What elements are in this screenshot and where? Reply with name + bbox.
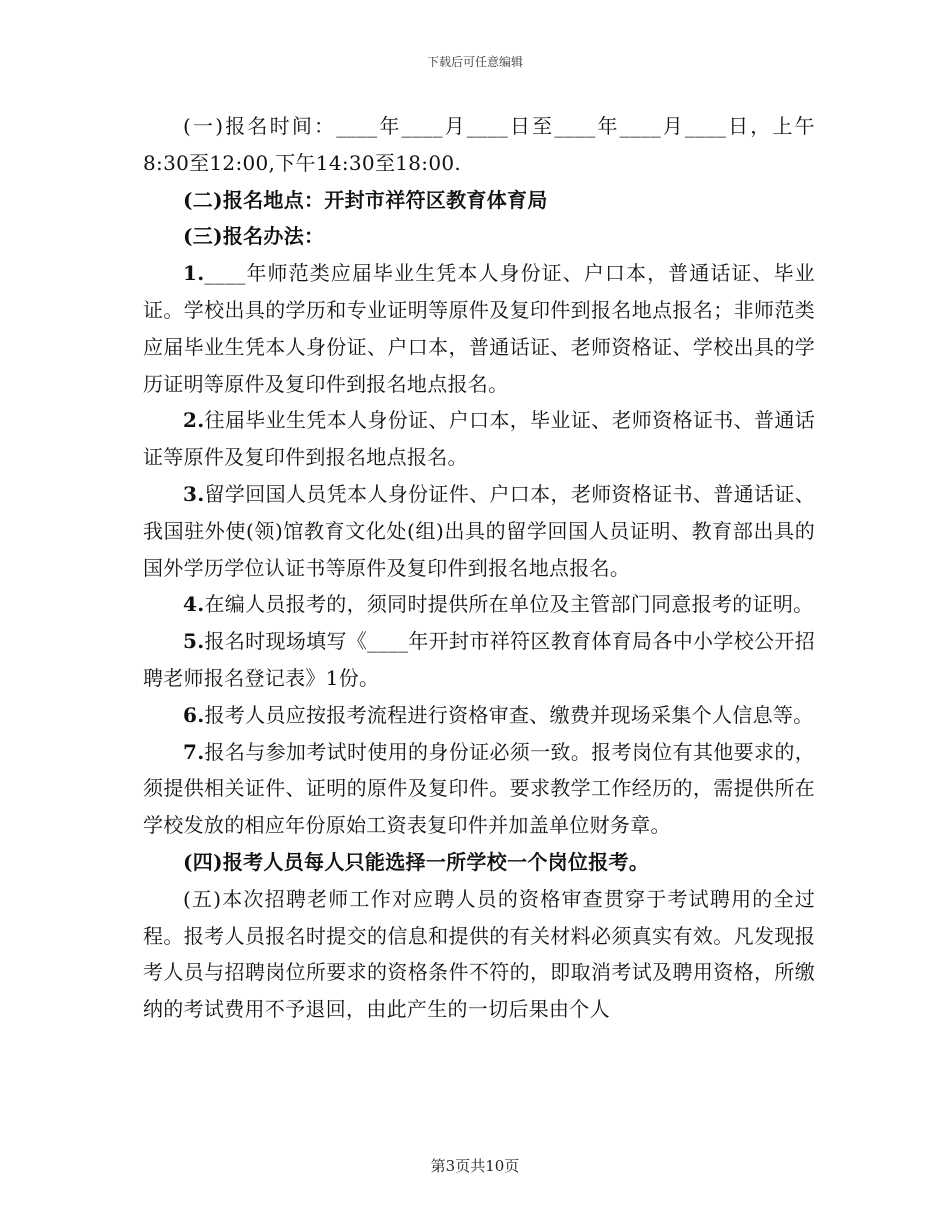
item-number: 1. <box>183 261 205 286</box>
item-number: 7. <box>183 739 205 764</box>
item-text: 报考人员应按报考流程进行资格审查、缴费并现场采集个人信息等。 <box>204 702 814 727</box>
item-text: 报名时现场填写《____年开封市祥符区教育体育局各中小学校公开招聘老师报名登记表》1份。 <box>143 629 815 690</box>
item-number: 4. <box>183 592 205 617</box>
registration-time-paragraph: (一)报名时间：____年____月____日至____年____月____日，上午8:30至12:00,下午14:30至18:00. <box>143 114 815 175</box>
method-item-1 <box>143 255 815 402</box>
item-number: 6. <box>183 702 205 727</box>
method-item-7 <box>143 734 815 844</box>
method-item-3 <box>143 476 815 586</box>
document-body <box>143 108 815 1028</box>
registration-method-heading: (三)报名办法： <box>183 224 325 249</box>
item-text: 在编人员报考的，须同时提供所在单位及主管部门同意报考的证明。 <box>204 592 814 617</box>
page-header: 下载后可任意编辑 <box>426 55 523 69</box>
method-item-5 <box>143 623 815 697</box>
item-text: ____年师范类应届毕业生凭本人身份证、户口本，普通话证、毕业证。学校出具的学历和专业证明等原件及复印件到报名地点报名；非师范类应届毕业生凭本人身份证、户口本，普通话证、老师资格证、学校出具的学历证明等原件及复印件到报名地点报名。 <box>143 261 815 396</box>
item-number: 5. <box>183 629 205 654</box>
method-item-4 <box>143 586 815 623</box>
item-text: 往届毕业生凭本人身份证、户口本，毕业证、老师资格证书、普通话证等原件及复印件到报名地点报名。 <box>143 408 815 470</box>
item-number: 3. <box>183 481 205 506</box>
item-number: 2. <box>183 408 205 433</box>
item-text: 报名与参加考试时使用的身份证必须一致。报考岗位有其他要求的，须提供相关证件、证明的原件及复印件。要求教学工作经历的，需提供所在学校发放的相应年份原始工资表复印件并加盖单位财务章。 <box>143 739 815 838</box>
item-text: 留学回国人员凭本人身份证件、户口本，老师资格证书、普通话证、我国驻外使(领)馆教育文化处(组)出具的留学回国人员证明、教育部出具的国外学历学位认证书等原件及复印件到报名地点报名。 <box>143 481 815 580</box>
method-item-2 <box>143 402 815 476</box>
page-footer: 第3页共10页 <box>430 1157 520 1175</box>
method-item-6 <box>143 697 815 734</box>
one-position-rule-heading: (四)报考人员每人只能选择一所学校一个岗位报考。 <box>183 849 650 874</box>
registration-location-heading: (二)报名地点：开封市祥符区教育体育局 <box>183 187 548 212</box>
qualification-review-paragraph: (五)本次招聘老师工作对应聘人员的资格审查贯穿于考试聘用的全过程。报考人员报名时提交的信息和提供的有关材料必须真实有效。凡发现报考人员与招聘岗位所要求的资格条件不符的，即取消考试及聘用资格，所缴纳的考试费用不予退回，由此产生的一切后果由个人 <box>143 886 815 1022</box>
